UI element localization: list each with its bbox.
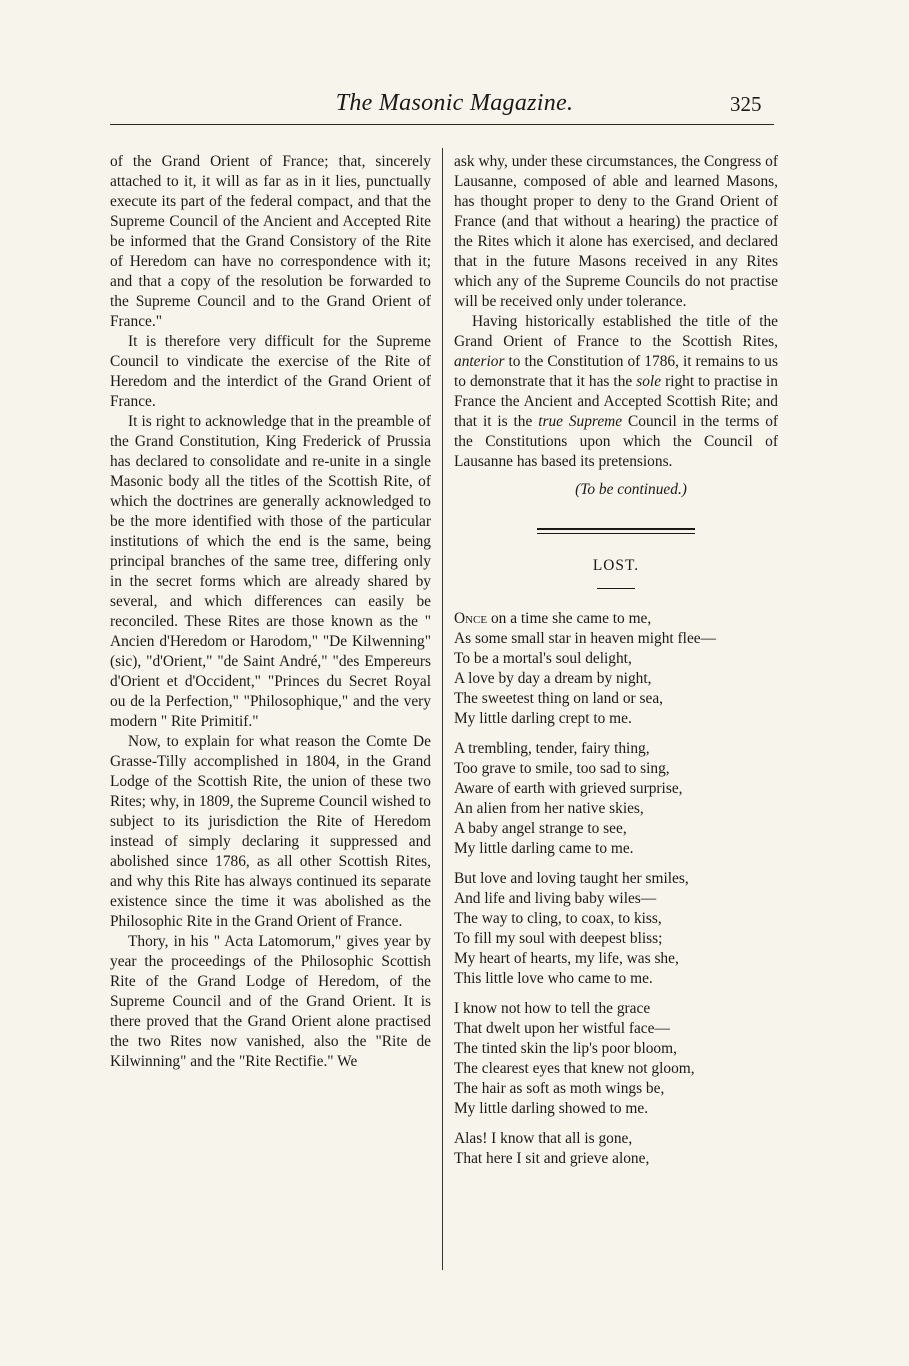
to-be-continued: (To be continued.) [575, 481, 687, 498]
poem-stanza-5 [454, 1129, 778, 1169]
page-number: 325 [730, 92, 762, 116]
poem-line: The clearest eyes that knew not gloom, [454, 1060, 695, 1077]
left-column [110, 152, 431, 1072]
left-paragraph-3: It is right to acknowledge that in the preamble of the Grand Constitution, King Frederick of Prussia has declared to consolidate and re-unite in a single Masonic body all the titles of the Scottish Rite, of which the doctrines are generally acknowledged to be the more identified with those of the particular institutions of which the end is the same, being principal branches of the same tree, differing only in the secret forms which are already shared by several, and which differences can easily be reconciled. These Rites are those known as the " Ancien d'Heredom or Harodom," "De Kilwenning" (sic), "d'Orient," "de Saint André," "des Empereurs d'Orient et d'Occident," "Princes du Secret Royal ou de la Perfection," "Philosophique," and the very modern " Rite Primitif." [110, 413, 431, 730]
poem-line: This little love who came to me. [454, 970, 653, 987]
left-paragraph-4: Now, to explain for what reason the Comte De Grasse-Tilly accomplished in 1804, in the Grand Lodge of the Scottish Rite, the union of these two Rites; why, in 1809, the Supreme Council wished to subject to its jurisdiction the Rite of Heredom instead of simply declaring it suppressed and abolished since 1786, as all other Scottish Rites, and why this Rite has always continued its separate existence since the time it was abolished as the Philosophic Rite in the Grand Orient of France. [110, 733, 431, 930]
poem-line: My heart of hearts, my life, was she, [454, 950, 679, 967]
poem-line: An alien from her native skies, [454, 800, 644, 817]
emphasis-sole: sole [636, 373, 662, 390]
poem-line: My little darling showed to me. [454, 1100, 649, 1117]
section-double-rule [537, 528, 695, 534]
poem-line: A baby angel strange to see, [454, 820, 627, 837]
left-paragraph-5: Thory, in his " Acta Latomorum," gives year by year the proceedings of the Philosophic Scottish Rite of the Grand Lodge of Heredom, of the Supreme Council and of the Grand Orient. It is there proved that the Grand Orient alone practised the two Rites now vanished, also the "Rite de Kilwinning" and the "Rite Rectifie." We [110, 933, 431, 1070]
poem-stanza-2 [454, 739, 778, 859]
right-paragraph-2-part-a: Having historically established the title of the Grand Orient of France to the Scottish Rites, [454, 313, 778, 350]
poem-line: My little darling crept to me. [454, 710, 632, 727]
magazine-title: The Masonic Magazine. [335, 90, 574, 116]
header-rule [110, 124, 774, 125]
poem-stanza-4 [454, 999, 778, 1119]
poem-body [454, 609, 778, 1169]
poem-line: I know not how to tell the grace [454, 1000, 651, 1017]
right-paragraph-1: ask why, under these circumstances, the Congress of Lausanne, composed of able and learned Masons, has thought proper to deny to the Grand Orient of France (and that without a hearing) the practice of the Rites which it alone has exercised, and declared that in the future Masons received in any Rites which any of the Supreme Councils do not practise will be received only under tolerance. [454, 153, 778, 310]
emphasis-true-supreme: true Supreme [538, 413, 623, 430]
poem-line: A trembling, tender, fairy thing, [454, 740, 650, 757]
poem-line: That dwelt upon her wistful face— [454, 1020, 670, 1037]
poem-title-rule [597, 588, 635, 589]
poem-line [454, 609, 778, 629]
poem-line: To fill my soul with deepest bliss; [454, 930, 663, 947]
emphasis-anterior: anterior [454, 353, 505, 370]
poem-line: Aware of earth with grieved surprise, [454, 780, 683, 797]
right-paragraph-2-part-b: to the Constitution of 1786, it remains to us to demonstrate that it has the [454, 353, 778, 390]
poem-line: The tinted skin the lip's poor bloom, [454, 1040, 677, 1057]
poem-line: The hair as soft as moth wings be, [454, 1080, 665, 1097]
poem-line: The sweetest thing on land or sea, [454, 690, 663, 707]
right-paragraph-2 [454, 312, 778, 472]
right-paragraph-2-part-c: right to practise in France the Ancient and Accepted Scottish Rite; and that it is the [454, 373, 778, 430]
poem-line: As some small star in heaven might flee— [454, 630, 717, 647]
poem-title: LOST. [592, 557, 640, 574]
poem-line: Too grave to smile, too sad to sing, [454, 760, 670, 777]
poem-line: The way to cling, to coax, to kiss, [454, 910, 662, 927]
poem-line: And life and living baby wiles— [454, 890, 657, 907]
poem-stanza-1 [454, 609, 778, 729]
poem-line: That here I sit and grieve alone, [454, 1150, 650, 1167]
poem-line: A love by day a dream by night, [454, 670, 652, 687]
poem-line: My little darling came to me. [454, 840, 634, 857]
left-paragraph-2: It is therefore very difficult for the Supreme Council to vindicate the exercise of the Rite of Heredom and the interdict of the Grand Orient of France. [110, 333, 431, 410]
right-paragraph-2-part-d: Council in the terms of the Constitutions upon which the Council of Lausanne has based its pretensions. [454, 413, 779, 470]
poem-line: Alas! I know that all is gone, [454, 1130, 633, 1147]
column-divider [442, 148, 443, 1270]
right-column [454, 152, 778, 1179]
poem-line: But love and loving taught her smiles, [454, 870, 689, 887]
left-paragraph-1: of the Grand Orient of France; that, sincerely attached to it, it will as far as in it lies, punctually execute its part of the federal compact, and that the Supreme Council of the Ancient and Accepted Rite be informed that the Grand Consistory of the Rite of Heredom can have no correspondence with it; and that a copy of the resolution be forwarded to the Supreme Council and to the Grand Orient of France." [110, 153, 431, 330]
poem-first-word: Once [454, 610, 488, 627]
poem-line: To be a mortal's soul delight, [454, 650, 632, 667]
poem-line-text: on a time she came to me, [487, 610, 652, 627]
poem-stanza-3 [454, 869, 778, 989]
